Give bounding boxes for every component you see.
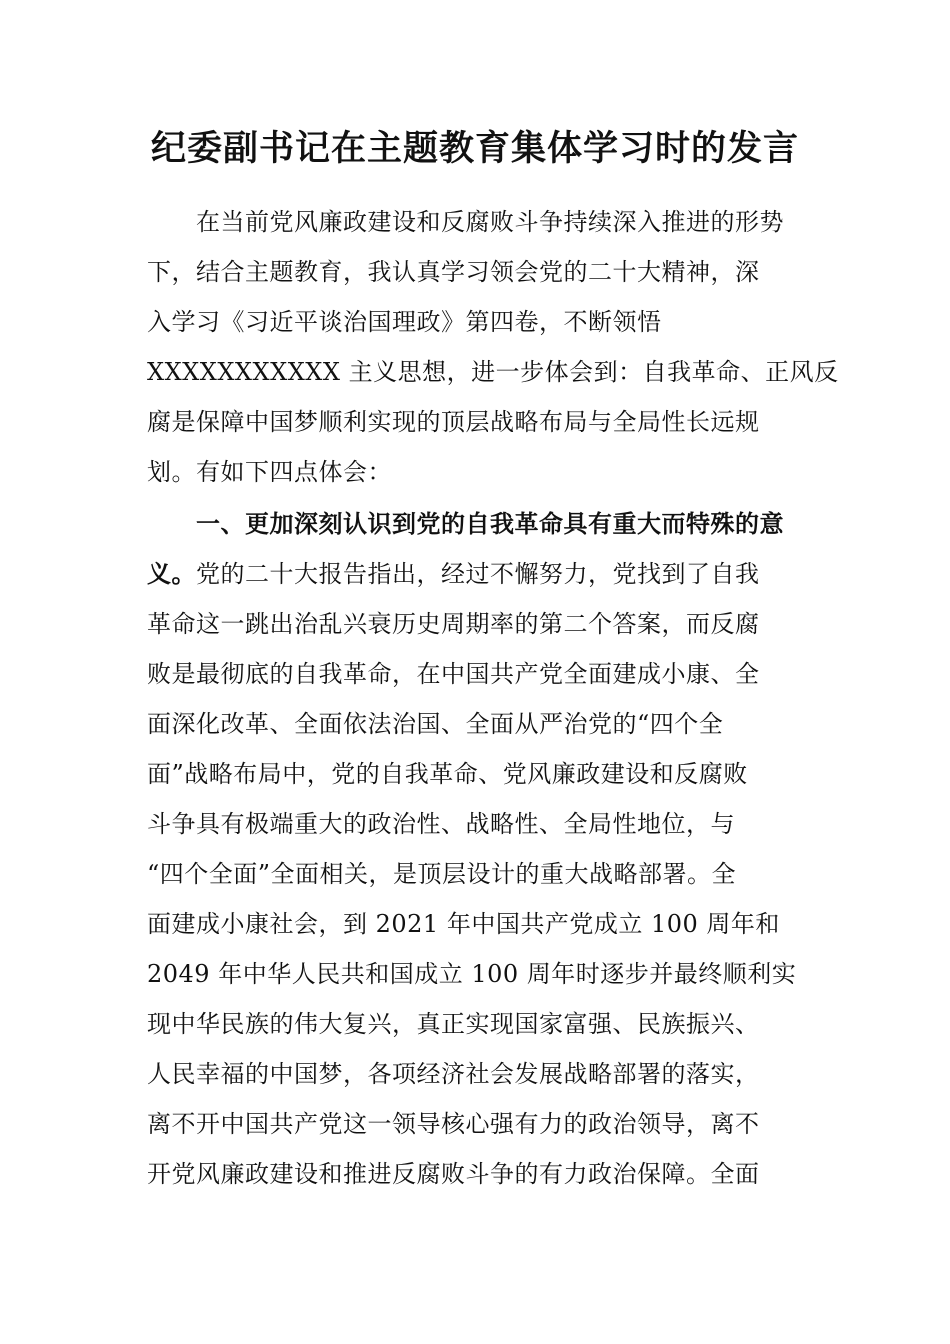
- text-line: 在当前党风廉政建设和反腐败斗争持续深入推进的形势: [147, 208, 784, 236]
- text-line: 斗争具有极端重大的政治性、战略性、全局性地位，与: [147, 810, 735, 838]
- section-heading: 一、更加深刻认识到党的自我革命具有重大而特殊的意: [147, 509, 784, 538]
- text-line: 2049 年中华人民共和国成立 100 周年时逐步并最终顺利实: [147, 960, 797, 988]
- text-line: 腐是保障中国梦顺利实现的顶层战略布局与全局性长远规: [147, 408, 760, 436]
- text-line: 人民幸福的中国梦，各项经济社会发展战略部署的落实，: [147, 1060, 760, 1088]
- text-line: 下，结合主题教育，我认真学习领会党的二十大精神，深: [147, 258, 760, 286]
- text-line: [147, 549, 807, 599]
- text-line: 败是最彻底的自我革命，在中国共产党全面建成小康、全: [147, 660, 760, 688]
- text-line: XXXXXXXXXXX 主义思想，进一步体会到：自我革命、正风反: [147, 358, 839, 386]
- text-line: 划。有如下四点体会：: [147, 458, 392, 486]
- text-line: 革命这一跳出治乱兴衰历史周期率的第二个答案，而反腐: [147, 610, 760, 638]
- section-heading-end: 义。: [147, 559, 196, 588]
- text-line: 面”战略布局中，党的自我革命、党风廉政建设和反腐败: [147, 760, 748, 788]
- text-line: 面深化改革、全面依法治国、全面从严治党的“四个全: [147, 710, 724, 738]
- text-run: 党的二十大报告指出，经过不懈努力，党找到了自我: [196, 560, 760, 588]
- text-line: 入学习《习近平谈治国理政》第四卷，不断领悟: [147, 308, 662, 336]
- text-line: 面建成小康社会，到 2021 年中国共产党成立 100 周年和: [147, 910, 780, 938]
- text-line: 离不开中国共产党这一领导核心强有力的政治领导，离不: [147, 1110, 760, 1138]
- text-line: “四个全面”全面相关，是顶层设计的重大战略部署。全: [147, 860, 737, 888]
- intro-paragraph: [147, 197, 839, 497]
- document-title: 纪委副书记在主题教育集体学习时的发言: [150, 128, 799, 169]
- text-line: 开党风廉政建设和推进反腐败斗争的有力政治保障。全面: [147, 1160, 760, 1188]
- section-1-paragraph: [147, 499, 807, 1199]
- text-line: 现中华民族的伟大复兴，真正实现国家富强、民族振兴、: [147, 1010, 760, 1038]
